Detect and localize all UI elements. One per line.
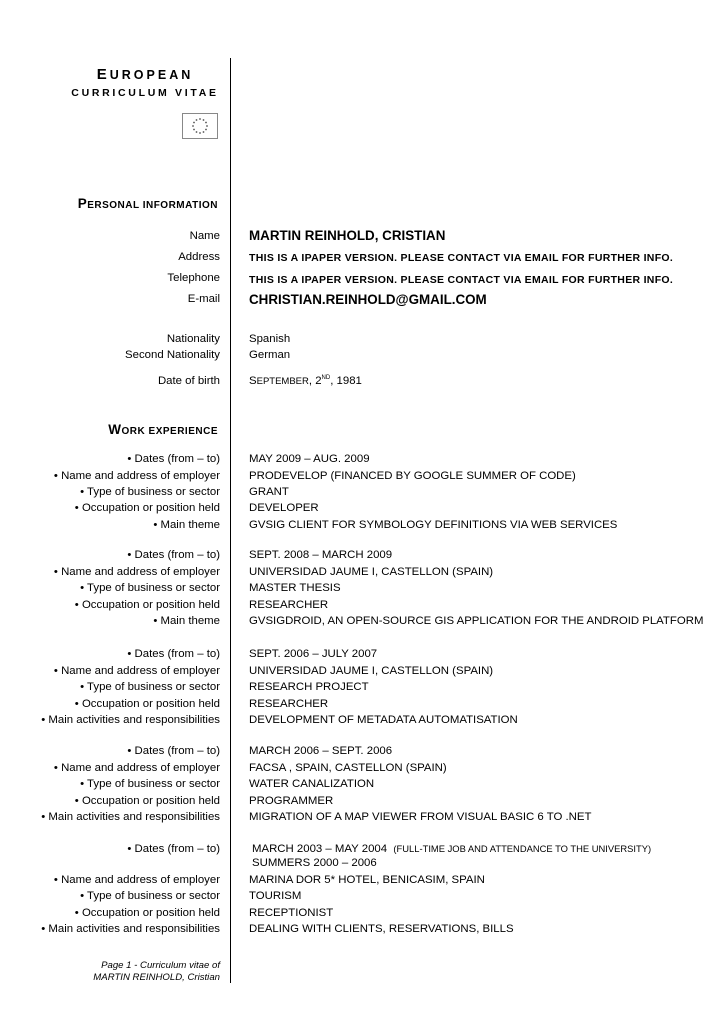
telephone-value: THIS IS A IPAPER VERSION. PLEASE CONTACT VIA EMAIL FOR FURTHER INFO. (249, 274, 674, 286)
entry-occupation-label: • Occupation or position held (74, 698, 220, 710)
entry-dates-label: • Dates (from – to) (127, 549, 220, 561)
entry-dates-note: (FULL-TIME JOB AND ATTENDANCE TO THE UNIVERSITY) (393, 843, 652, 854)
entry-occupation: RECEPTIONIST (249, 907, 334, 919)
personal-section-title: PERSONAL INFORMATION (77, 196, 218, 211)
entry-employer: FACSA , SPAIN, CASTELLON (SPAIN) (249, 762, 447, 774)
cv-subtitle: CURRICULUM VITAE (71, 87, 219, 99)
entry-theme: GVSIGDROID, AN OPEN-SOURCE GIS APPLICATION FOR THE ANDROID PLATFORM (249, 615, 704, 627)
entry-occupation-label: • Occupation or position held (74, 599, 220, 611)
nationality-value: Spanish (249, 333, 291, 345)
entry-business: TOURISM (249, 890, 302, 902)
page-footer (60, 960, 220, 984)
email-label: E-mail (187, 293, 220, 305)
entry-activities: DEVELOPMENT OF METADATA AUTOMATISATION (249, 714, 518, 726)
entry-business: GRANT (249, 486, 289, 498)
entry-dates-label: • Dates (from – to) (127, 843, 220, 855)
entry-business-label: • Type of business or sector (80, 890, 220, 902)
name-value: MARTIN REINHOLD, CRISTIAN (249, 228, 446, 243)
entry-occupation: RESEARCHER (249, 599, 329, 611)
entry-employer: UNIVERSIDAD JAUME I, CASTELLON (SPAIN) (249, 665, 494, 677)
cv-title: EUROPEAN (96, 66, 194, 83)
entry-employer: UNIVERSIDAD JAUME I, CASTELLON (SPAIN) (249, 566, 494, 578)
entry-dates-label: • Dates (from – to) (127, 453, 220, 465)
entry-dates-secondary: SUMMERS 2000 – 2006 (252, 857, 377, 869)
entry-business-label: • Type of business or sector (80, 778, 220, 790)
nationality-label: Nationality (166, 333, 220, 345)
entry-dates-label: • Dates (from – to) (127, 648, 220, 660)
entry-theme-label: • Main theme (153, 615, 220, 627)
entry-employer-label: • Name and address of employer (53, 874, 220, 886)
entry-dates: SEPT. 2008 – MARCH 2009 (249, 549, 393, 561)
footer-line-2: MARTIN REINHOLD, Cristian (93, 972, 220, 983)
entry-dates: SEPT. 2006 – JULY 2007 (249, 648, 378, 660)
entry-business: MASTER THESIS (249, 582, 341, 594)
second-nationality-value: German (249, 349, 291, 361)
entry-occupation-label: • Occupation or position held (74, 502, 220, 514)
entry-activities: MIGRATION OF A MAP VIEWER FROM VISUAL BASIC 6 TO .NET (249, 811, 592, 823)
entry-business: RESEARCH PROJECT (249, 681, 369, 693)
entry-occupation: RESEARCHER (249, 698, 329, 710)
entry-employer-label: • Name and address of employer (53, 470, 220, 482)
work-section-title: WORK EXPERIENCE (108, 422, 218, 437)
address-label: Address (178, 251, 220, 263)
column-divider (230, 58, 231, 983)
entry-occupation-label: • Occupation or position held (74, 907, 220, 919)
entry-business-label: • Type of business or sector (80, 582, 220, 594)
entry-business-label: • Type of business or sector (80, 681, 220, 693)
eu-flag-icon (182, 113, 218, 139)
entry-dates: MAY 2009 – AUG. 2009 (249, 453, 370, 465)
dob-label: Date of birth (157, 375, 220, 387)
entry-dates-label: • Dates (from – to) (127, 745, 220, 757)
second-nationality-label: Second Nationality (125, 349, 220, 361)
entry-activities-label: • Main activities and responsibilities (41, 923, 220, 935)
dob-value: SEPTEMBER, 2ND, 1981 (249, 375, 362, 387)
name-label: Name (189, 230, 220, 242)
entry-dates: MARCH 2003 – MAY 2004 (FULL-TIME JOB AND ATTENDANCE TO THE UNIVERSITY) (252, 843, 652, 855)
entry-employer: MARINA DOR 5* HOTEL, BENICASIM, SPAIN (249, 874, 485, 886)
entry-activities: DEALING WITH CLIENTS, RESERVATIONS, BILLS (249, 923, 514, 935)
entry-business: WATER CANALIZATION (249, 778, 375, 790)
telephone-label: Telephone (167, 272, 220, 284)
entry-occupation: PROGRAMMER (249, 795, 334, 807)
entry-theme-label: • Main theme (153, 519, 220, 531)
entry-activities-label: • Main activities and responsibilities (41, 811, 220, 823)
entry-employer: PRODEVELOP (FINANCED BY GOOGLE SUMMER OF CODE) (249, 470, 576, 482)
email-value: CHRISTIAN.REINHOLD@GMAIL.COM (249, 292, 487, 307)
entry-theme: GVSIG CLIENT FOR SYMBOLOGY DEFINITIONS VIA WEB SERVICES (249, 519, 618, 531)
entry-occupation: DEVELOPER (249, 502, 319, 514)
entry-activities-label: • Main activities and responsibilities (41, 714, 220, 726)
address-value: THIS IS A IPAPER VERSION. PLEASE CONTACT VIA EMAIL FOR FURTHER INFO. (249, 252, 674, 264)
entry-occupation-label: • Occupation or position held (74, 795, 220, 807)
entry-business-label: • Type of business or sector (80, 486, 220, 498)
entry-employer-label: • Name and address of employer (53, 566, 220, 578)
entry-dates: MARCH 2006 – SEPT. 2006 (249, 745, 393, 757)
entry-employer-label: • Name and address of employer (53, 762, 220, 774)
footer-line-1: Page 1 - Curriculum vitae of (101, 960, 220, 971)
entry-employer-label: • Name and address of employer (53, 665, 220, 677)
